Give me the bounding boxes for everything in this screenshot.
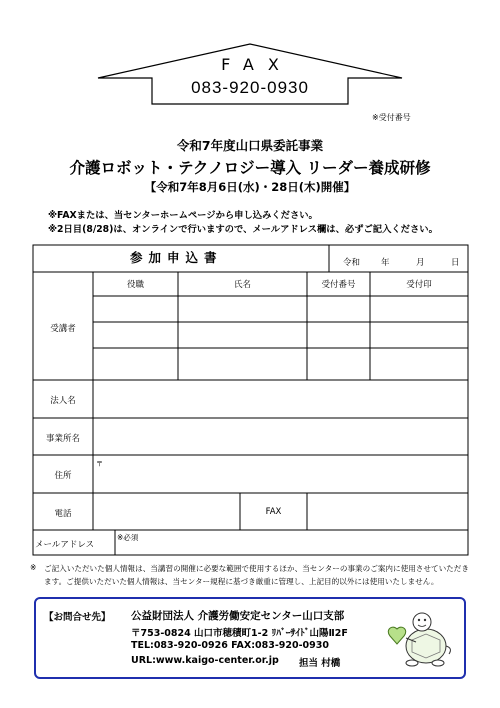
date-era-label: 令和 [343, 258, 361, 268]
row-label-office: 事業所名 [45, 434, 80, 444]
contact-label: 【お問合せ先】 [44, 612, 111, 623]
fax-label: FAX [221, 55, 293, 74]
footnote-line-2: ます。ご提供いただいた個人情報は、当センター規程に基づき厳重に管理し、上記目的以外には使用いたしません。 [44, 577, 439, 586]
column-name: 氏名 [233, 280, 251, 290]
contact-organization: 公益財団法人 介護労働安定センター山口支部 [131, 610, 345, 622]
row-label-email: メールアドレス [35, 540, 95, 550]
note-line-2: ※2日目(8/28)は、オンラインで行いますので、メールアドレス欄は、必ずご記入ください。 [48, 224, 438, 235]
receipt-number-label: ※受付番号 [372, 113, 411, 122]
contact-url[interactable]: URL:www.kaigo-center.or.jp [131, 655, 279, 666]
postal-mark: 〒 [96, 460, 103, 468]
fax-number: 083-920-0930 [191, 78, 309, 97]
date-year-label: 年 [381, 258, 390, 268]
date-month-label: 月 [416, 258, 425, 268]
footnote-line-1: ご記入いただいた個人情報は、当講習の開催に必要な範囲で使用するほか、当センターの事業のご案内に使用させていただき [44, 564, 469, 573]
row-label-attendee: 受講者 [50, 324, 76, 334]
row-label-fax: FAX [265, 507, 282, 517]
required-mark: ※必須 [117, 533, 139, 542]
contact-address: 〒753-0824 山口市穂積町1-2 ﾘﾊﾞｰｻｲﾄﾞ山陽Ⅱ2F [131, 628, 348, 639]
column-position: 役職 [126, 280, 144, 290]
row-label-phone: 電話 [54, 509, 72, 519]
row-label-corporation: 法人名 [50, 396, 76, 406]
footnote-mark: ※ [30, 563, 37, 572]
note-line-1: ※FAXまたは、当センターホームページから申し込みください。 [48, 210, 318, 221]
page-title: 介護ロボット・テクノロジー導入 リーダー養成研修 [69, 159, 431, 177]
contact-phone-fax: TEL:083-920-0926 FAX:083-920-0930 [131, 640, 329, 651]
row-label-address: 住所 [54, 471, 72, 481]
date-day-label: 日 [451, 258, 460, 268]
turtle-mascot-icon [382, 606, 458, 674]
header-line-1: 令和7年度山口県委託事業 [176, 138, 324, 153]
contact-person: 担当 村橋 [299, 658, 341, 669]
column-receipt-number: 受付番号 [321, 280, 356, 290]
event-dates: 【令和7年8月6日(水)・28日(木)開催】 [144, 180, 356, 194]
column-receipt-stamp: 受付印 [406, 280, 432, 290]
form-title: 参加申込書 [130, 250, 223, 265]
